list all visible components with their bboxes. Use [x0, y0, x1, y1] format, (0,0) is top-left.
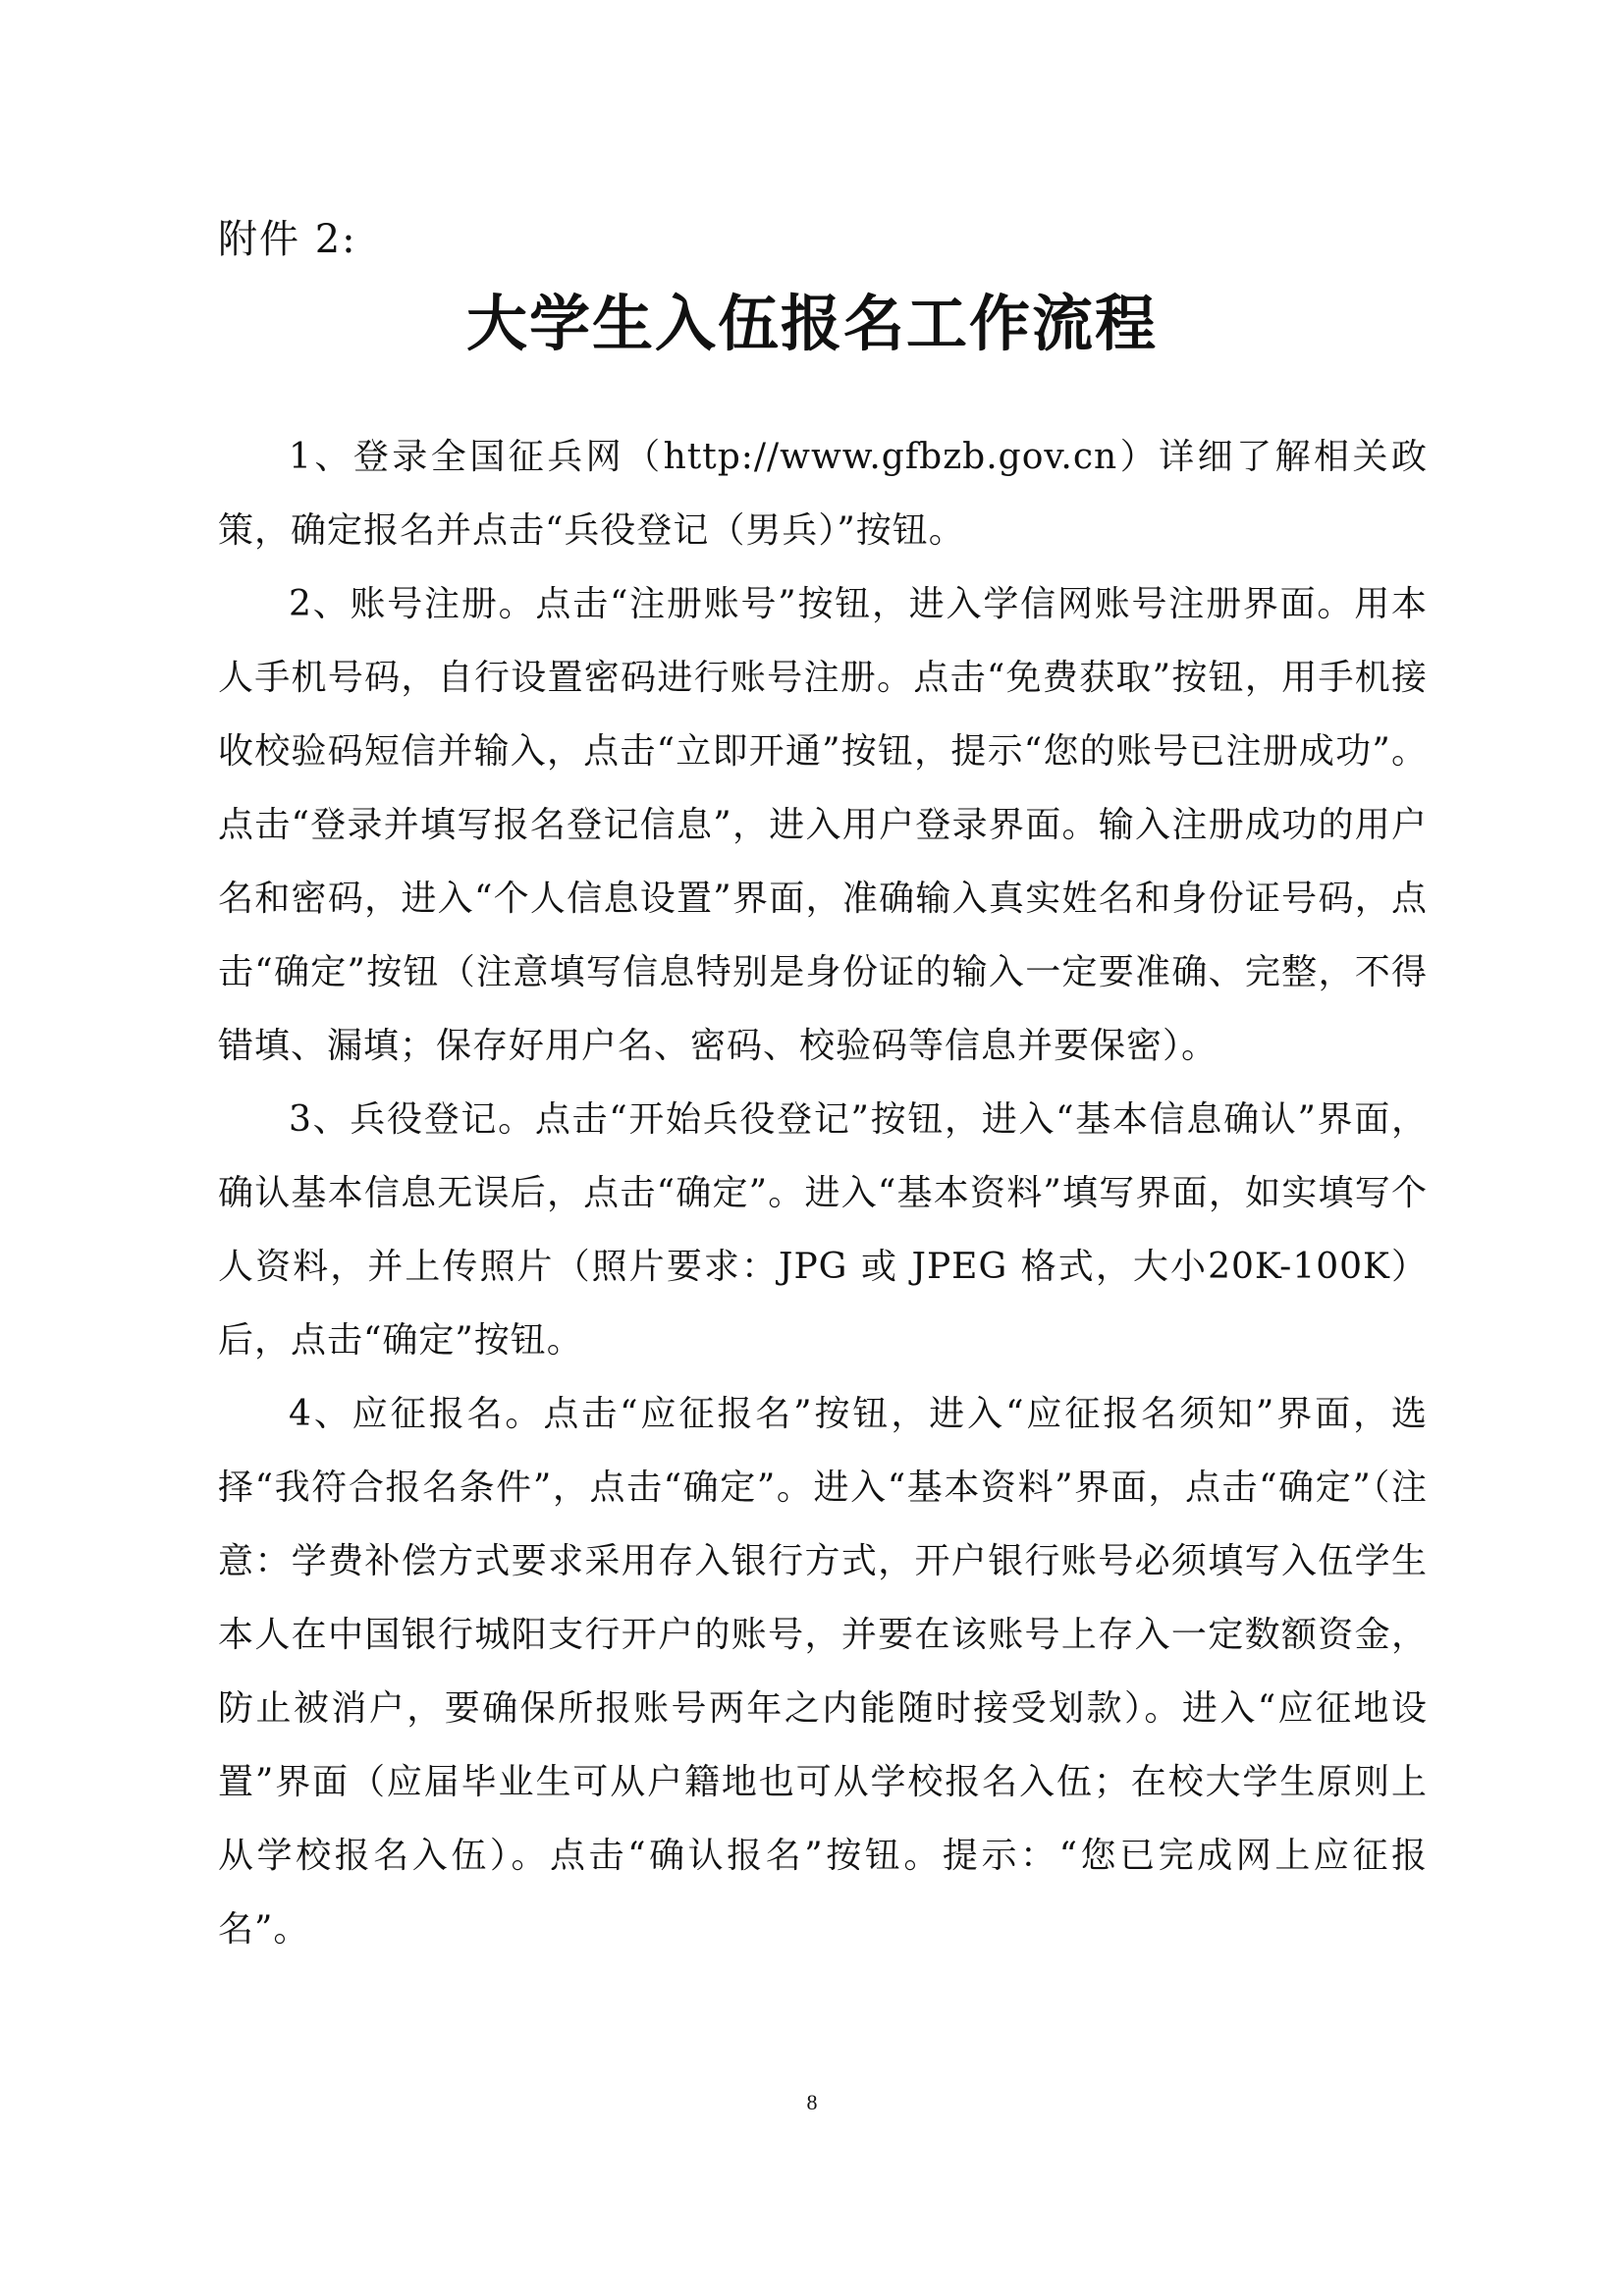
page-number: 8	[806, 2090, 818, 2114]
paragraph-step-4: 4、应征报名。点击“应征报名”按钮，进入“应征报名须知”界面，选择“我符合报名条件”，点击“确定”。进入“基本资料”界面，点击“确定”（注意：学费补偿方式要求采用存入银行方式，开户银行账号必须填写入伍学生本人在中国银行城阳支行开户的账号，并要在该账号上存入一定数额资金，防止被消户，要确保所报账号两年之内能随时接受划款）。进入“应征地设置”界面（应届毕业生可从户籍地也可从学校报名入伍；在校大学生原则上从学校报名入伍）。点击“确认报名”按钮。提示：“您已完成网上应征报名”。	[218, 1394, 1428, 1949]
attachment-label: 附件 2:	[218, 217, 357, 262]
body-text	[218, 420, 1428, 1966]
paragraph-step-3: 3、兵役登记。点击“开始兵役登记”按钮，进入“基本信息确认”界面，确认基本信息无误后，点击“确定”。进入“基本资料”填写界面，如实填写个人资料，并上传照片（照片要求：JPG 或 JPEG 格式，大小20K-100K）后，点击“确定”按钮。	[218, 1099, 1428, 1361]
paragraph-step-2: 2、账号注册。点击“注册账号”按钮，进入学信网账号注册界面。用本人手机号码，自行设置密码进行账号注册。点击“免费获取”按钮，用手机接收校验码短信并输入，点击“立即开通”按钮，提示“您的账号已注册成功”。点击“登录并填写报名登记信息”，进入用户登录界面。输入注册成功的用户名和密码，进入“个人信息设置”界面，准确输入真实姓名和身份证号码，点击“确定”按钮（注意填写信息特别是身份证的输入一定要准确、完整，不得错填、漏填；保存好用户名、密码、校验码等信息并要保密）。	[218, 584, 1428, 1066]
document-title: 大学生入伍报名工作流程	[465, 288, 1158, 359]
paragraph-step-1: 1、登录全国征兵网（http://www.gfbzb.gov.cn）详细了解相关政策，确定报名并点击“兵役登记（男兵）”按钮。	[218, 437, 1428, 551]
